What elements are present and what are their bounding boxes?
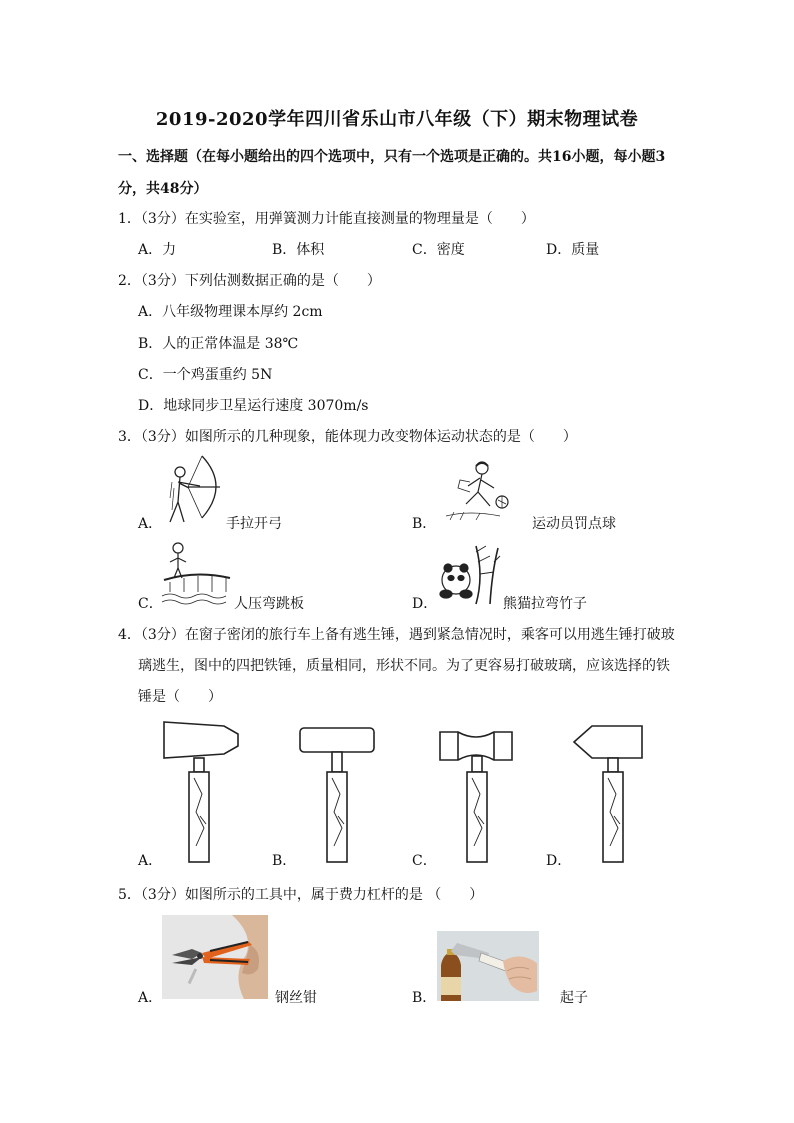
- q3-option-a-caption: 手拉开弓: [226, 516, 282, 532]
- soccer-player-figure: [440, 458, 520, 522]
- hammer-b-figure: [296, 716, 378, 866]
- q1-stem: 1．（3分）在实验室，用弹簧测力计能直接测量的物理量是（ ）: [118, 211, 535, 227]
- q2-option-c: C．一个鸡蛋重约 5N: [138, 367, 273, 383]
- q2-option-d: D．地球同步卫星运行速度 3070m/s: [138, 398, 369, 414]
- hammer-d-figure: [570, 716, 652, 866]
- diving-board-figure: [160, 540, 232, 608]
- q3-option-d-caption: 熊猫拉弯竹子: [503, 596, 587, 612]
- bottle-opener-photo: [437, 931, 539, 1001]
- q3-option-b-caption: 运动员罚点球: [532, 516, 616, 532]
- q3-option-a-letter: A．: [138, 516, 163, 532]
- q4-stem-line1: 4．（3分）在窗子密闭的旅行车上备有逃生锤，遇到紧急情况时，乘客可以用逃生锤打破玻: [118, 627, 675, 643]
- archer-figure: [158, 452, 226, 524]
- q5-option-a-caption: 钢丝钳: [275, 990, 317, 1006]
- q1-option-d: D．质量: [546, 242, 600, 258]
- q5-option-b-letter: B．: [412, 990, 437, 1006]
- q3-option-c-caption: 人压弯跳板: [234, 596, 304, 612]
- hammer-c-figure: [436, 716, 518, 866]
- q4-option-d: D．: [546, 853, 572, 869]
- q5-stem: 5．（3分）如图所示的工具中，属于费力杠杆的是 （ ）: [118, 887, 484, 903]
- panda-bamboo-figure: [436, 542, 502, 606]
- q1-option-c: C．密度: [412, 242, 465, 258]
- q4-option-c: C．: [412, 853, 437, 869]
- q3-option-c-letter: C．: [138, 596, 163, 612]
- q5-option-b-caption: 起子: [560, 990, 588, 1006]
- q1-option-b: B．体积: [272, 242, 325, 258]
- q4-stem-line2: 璃逃生，图中的四把铁锤，质量相同，形状不同。为了更容易打破玻璃，应该选择的铁: [138, 658, 670, 674]
- q3-stem: 3．（3分）如图所示的几种现象，能体现力改变物体运动状态的是（ ）: [118, 429, 577, 445]
- q5-option-a-letter: A．: [138, 990, 163, 1006]
- q2-option-a: A．八年级物理课本厚约 2cm: [138, 304, 323, 320]
- q3-option-d-letter: D．: [412, 596, 438, 612]
- q4-option-a: A．: [138, 853, 163, 869]
- q3-option-b-letter: B．: [412, 516, 437, 532]
- q4-stem-line3: 锤是（ ）: [138, 689, 222, 705]
- section-heading-line2: 分，共48分）: [118, 181, 208, 197]
- pliers-photo: [162, 915, 268, 999]
- q1-option-a: A．力: [138, 242, 177, 258]
- hammer-a-figure: [158, 716, 244, 866]
- q4-option-b: B．: [272, 853, 297, 869]
- page-title: 2019-2020学年四川省乐山市八年级（下）期末物理试卷: [155, 109, 639, 130]
- q2-stem: 2．（3分）下列估测数据正确的是（ ）: [118, 273, 381, 289]
- section-heading-line1: 一、选择题（在每小题给出的四个选项中，只有一个选项是正确的。共16小题，每小题3: [118, 149, 666, 165]
- q2-option-b: B．人的正常体温是 38℃: [138, 336, 299, 352]
